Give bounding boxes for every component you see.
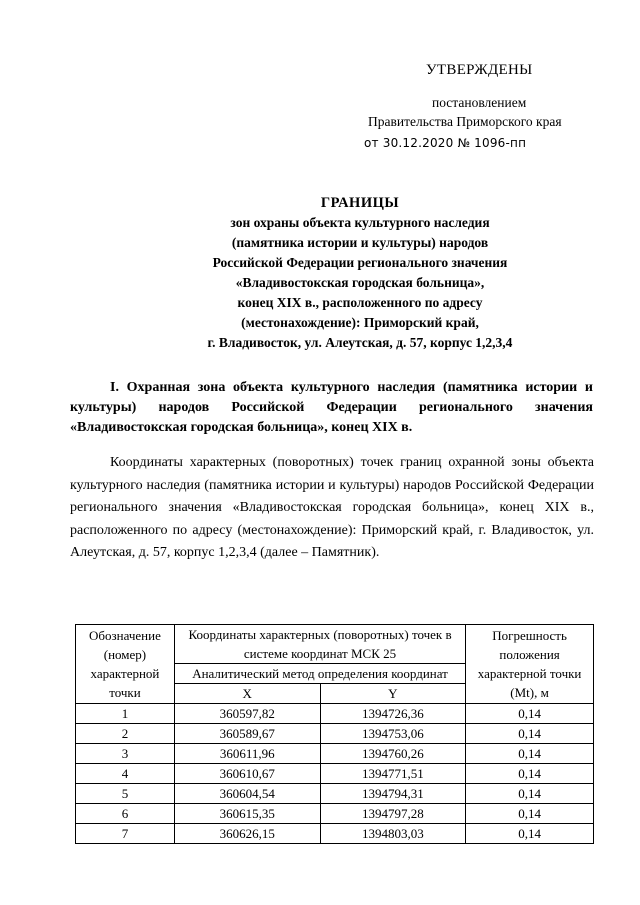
- body-paragraph: Координаты характерных (поворотных) точек границ охранной зоны объекта культурного наследия (памятника истории и культуры) народов Российской Федерации регионального значения «Владивостокская городская больница», конец XIX в., расположенного по адресу (местонахождение): Приморский край, г. Владивосток, ул. Алеутская, д. 57, корпус 1,2,3,4 (далее – Памятник).: [70, 455, 594, 560]
- decree-reference: [364, 93, 584, 153]
- title-line: конец XIX в., расположенного по адресу: [237, 295, 483, 310]
- y-value: 1394771,51: [320, 764, 466, 784]
- table-row: [76, 824, 594, 844]
- title-line: г. Владивосток, ул. Алеутская, д. 57, корпус 1,2,3,4: [207, 335, 513, 350]
- y-value: 1394797,28: [320, 804, 466, 824]
- section-heading: I. Охранная зона объекта культурного наследия (памятника истории и культуры) народов Российской Федерации регионального значения «Владивостокская городская больница», конец XIX в.: [70, 380, 593, 435]
- error-value: 0,14: [466, 764, 594, 784]
- point-number: 4: [76, 764, 175, 784]
- error-value: 0,14: [466, 724, 594, 744]
- table-row: [76, 744, 594, 764]
- x-value: 360611,96: [174, 744, 320, 764]
- method-header: Аналитический метод определения координат: [174, 664, 465, 684]
- approval-heading: УТВЕРЖДЕНЫ: [426, 62, 533, 78]
- y-value: 1394760,26: [320, 744, 466, 764]
- coordinates-table: [75, 624, 594, 844]
- coordinates-header: Координаты характерных (поворотных) точек в системе координат МСК 25: [174, 625, 465, 664]
- decree-number: от 30.12.2020 № 1096-пп: [364, 136, 527, 150]
- title-line: Российской Федерации регионального значения: [212, 255, 508, 270]
- table-row: [76, 764, 594, 784]
- decree-line-2: Правительства Приморского края: [368, 114, 562, 129]
- point-number: 7: [76, 824, 175, 844]
- point-number: 6: [76, 804, 175, 824]
- point-number: 5: [76, 784, 175, 804]
- x-header: X: [174, 684, 320, 704]
- table-row: [76, 784, 594, 804]
- title-line: «Владивостокская городская больница»,: [235, 275, 485, 290]
- title-line: (памятника истории и культуры) народов: [231, 235, 489, 250]
- table-row: [76, 724, 594, 744]
- point-number-header: Обозначение (номер) характерной точки: [76, 625, 175, 704]
- error-value: 0,14: [466, 804, 594, 824]
- title-main: ГРАНИЦЫ: [320, 195, 400, 211]
- x-value: 360610,67: [174, 764, 320, 784]
- document-title: [150, 193, 570, 353]
- x-value: 360604,54: [174, 784, 320, 804]
- y-value: 1394794,31: [320, 784, 466, 804]
- point-number: 1: [76, 704, 175, 724]
- decree-line-1: постановлением: [432, 95, 527, 110]
- x-value: 360589,67: [174, 724, 320, 744]
- y-value: 1394803,03: [320, 824, 466, 844]
- y-value: 1394753,06: [320, 724, 466, 744]
- x-value: 360597,82: [174, 704, 320, 724]
- y-header: Y: [320, 684, 466, 704]
- error-header: Погрешность положения характерной точки (Mt), м: [466, 625, 594, 704]
- title-line: зон охраны объекта культурного наследия: [230, 215, 490, 230]
- error-value: 0,14: [466, 744, 594, 764]
- table-row: [76, 704, 594, 724]
- error-value: 0,14: [466, 784, 594, 804]
- y-value: 1394726,36: [320, 704, 466, 724]
- x-value: 360626,15: [174, 824, 320, 844]
- x-value: 360615,35: [174, 804, 320, 824]
- title-line: (местонахождение): Приморский край,: [241, 315, 479, 330]
- error-value: 0,14: [466, 824, 594, 844]
- table-row: [76, 804, 594, 824]
- error-value: 0,14: [466, 704, 594, 724]
- point-number: 2: [76, 724, 175, 744]
- point-number: 3: [76, 744, 175, 764]
